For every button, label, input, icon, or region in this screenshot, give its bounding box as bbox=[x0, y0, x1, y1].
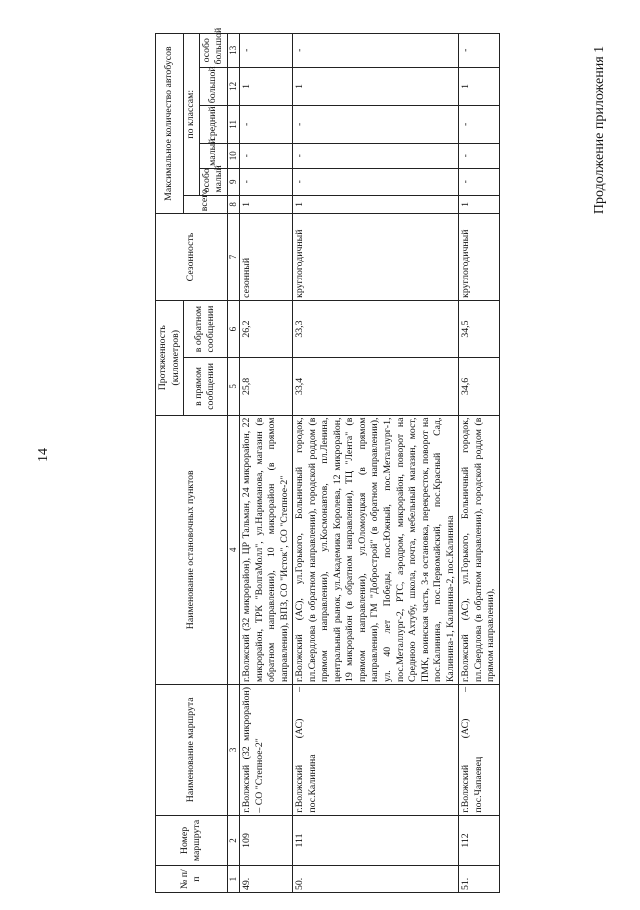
buses-total: 1 bbox=[459, 195, 500, 214]
header-large: большой bbox=[199, 67, 227, 106]
buses-extra-large: - bbox=[459, 34, 500, 68]
buses-medium: - bbox=[240, 106, 293, 143]
column-number: 12 bbox=[227, 67, 240, 106]
buses-total: 1 bbox=[293, 195, 459, 214]
header-medium: средний bbox=[199, 106, 227, 143]
route-number: 112 bbox=[459, 815, 500, 866]
row-num: 50. bbox=[293, 866, 459, 893]
buses-medium: - bbox=[459, 106, 500, 143]
table-row bbox=[459, 34, 500, 893]
rotated-table-wrapper bbox=[155, 27, 585, 893]
length-forward: 25,8 bbox=[240, 358, 293, 415]
column-number: 1 bbox=[227, 866, 240, 893]
buses-extra-large: - bbox=[240, 34, 293, 68]
buses-total: 1 bbox=[240, 195, 293, 214]
route-stops: г.Волжский (32 микрорайон), ЦР Тальман, 24 микрорайон, 22 микрорайон, ТРК "ВолгаМолл", ул.Нариманова, магазин (в обратном направлении), 10 микрорайон (в прямом направлении), ВПЗ, СО "Исток", СО "Степное-2" bbox=[240, 415, 293, 684]
header-extra-small: особо малый bbox=[199, 168, 227, 195]
header-num: № п/п bbox=[156, 866, 228, 893]
header-length-forward: в прямом сообщении bbox=[184, 358, 228, 415]
column-numbers-row bbox=[227, 34, 240, 893]
column-number: 6 bbox=[227, 300, 240, 357]
seasonality: сезонный bbox=[240, 214, 293, 301]
header-route-name: Наименование маршрута bbox=[156, 684, 228, 815]
route-number: 111 bbox=[293, 815, 459, 866]
buses-small: - bbox=[240, 143, 293, 168]
buses-large: 1 bbox=[240, 67, 293, 106]
buses-large: 1 bbox=[459, 67, 500, 106]
appendix-caption: Продолжение приложения 1 bbox=[592, 45, 607, 215]
header-small: малый bbox=[199, 143, 227, 168]
buses-extra-large: - bbox=[293, 34, 459, 68]
header-stops: Наименование остановочных пунктов bbox=[156, 415, 228, 684]
row-num: 49. bbox=[240, 866, 293, 893]
column-number: 9 bbox=[227, 168, 240, 195]
column-number: 11 bbox=[227, 106, 240, 143]
table-row bbox=[240, 34, 293, 893]
header-length: Протяженность (километров) bbox=[156, 300, 184, 415]
header-extra-large: особо большой bbox=[199, 34, 227, 68]
column-number: 2 bbox=[227, 815, 240, 866]
route-stops: г.Волжский (АС), ул.Горького, Больничный городок, пл.Свердлова (в обратном направлении), городской роддом (в прямом направлении), ул.Космонавтов, пл.Ленина, центральный рынок, ул.Академика Королева, 12 микрорайон, 19 микрорайон (в обратном направлении), ТЦ "Лента" (в прямом направлении), ул.Оломоуцкая (в прямом направлении), ГМ "Добрострой" (в обратном направлении), ул. 40 лет Победы, пос.Южный, пос.Металлург-1, пос.Металлург-2, РТС, аэродром, микрорайон, поворот на Среднюю Ахтубу, школа, почта, мебельный магазин, мост, ПМК, воинская часть, 3-я остановка, перекресток, поворот на пос.Калинина, пос.Первомайский, пос.Красный Сад, Калинина-1, Калинина-2, пос.Калинина bbox=[293, 415, 459, 684]
buses-extra-small: - bbox=[240, 168, 293, 195]
buses-medium: - bbox=[293, 106, 459, 143]
column-number: 7 bbox=[227, 214, 240, 301]
header-length-back: в обратном сообщении bbox=[184, 300, 228, 357]
route-number: 109 bbox=[240, 815, 293, 866]
column-number: 4 bbox=[227, 415, 240, 684]
header-buses: Максимальное количество автобусов bbox=[156, 34, 184, 214]
header-total: всего bbox=[184, 195, 228, 214]
buses-large: 1 bbox=[293, 67, 459, 106]
column-number: 10 bbox=[227, 143, 240, 168]
header-seasonality: Сезонность bbox=[156, 214, 228, 301]
column-number: 8 bbox=[227, 195, 240, 214]
table-header bbox=[156, 27, 240, 893]
route-stops: г.Волжский (АС), ул.Горького, Больничный городок, пл.Свердлова (в обратном направлении), городской роддом (в прямом направлении), bbox=[459, 415, 500, 684]
buses-extra-small: - bbox=[459, 168, 500, 195]
column-number: 3 bbox=[227, 684, 240, 815]
page-number: 14 bbox=[36, 448, 51, 462]
buses-extra-small: - bbox=[293, 168, 459, 195]
table-row bbox=[293, 34, 459, 893]
route-name: г.Волжский (32 микрорайон) – СО "Степное-2" bbox=[240, 684, 293, 815]
header-by-class: по классам: bbox=[184, 34, 200, 196]
routes-table bbox=[155, 27, 500, 893]
seasonality: круглогодичный bbox=[459, 214, 500, 301]
buses-small: - bbox=[293, 143, 459, 168]
seasonality: круглогодичный bbox=[293, 214, 459, 301]
length-forward: 34,6 bbox=[459, 358, 500, 415]
length-forward: 33,4 bbox=[293, 358, 459, 415]
length-back: 33,3 bbox=[293, 300, 459, 357]
column-number: 5 bbox=[227, 358, 240, 415]
route-name: г.Волжский (АС) – пос.Чапаевец bbox=[459, 684, 500, 815]
buses-small: - bbox=[459, 143, 500, 168]
header-route-number: Номер маршрута bbox=[156, 815, 228, 866]
row-num: 51. bbox=[459, 866, 500, 893]
column-number: 13 bbox=[227, 34, 240, 68]
length-back: 34,5 bbox=[459, 300, 500, 357]
length-back: 26,2 bbox=[240, 300, 293, 357]
route-name: г.Волжский (АС) – пос.Калинина bbox=[293, 684, 459, 815]
